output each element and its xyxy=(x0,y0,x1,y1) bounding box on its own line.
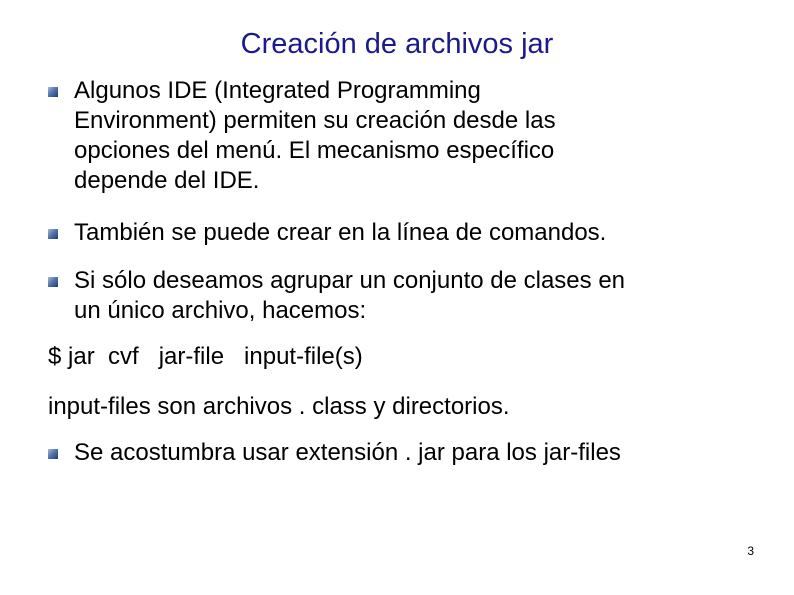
bullet-square-icon xyxy=(48,277,58,287)
page-number: 3 xyxy=(747,544,754,558)
bullet-text-line: Se acostumbra usar extensión . jar para los jar-files xyxy=(74,439,621,466)
bullet-text-line: Algunos IDE (Integrated Programming xyxy=(74,77,481,104)
bullet-square-icon xyxy=(48,87,58,97)
bullet-text-line: También se puede crear en la línea de comandos. xyxy=(74,219,607,246)
bullet-square-icon xyxy=(48,229,58,239)
bullet-text-line: opciones del menú. El mecanismo específico xyxy=(74,137,555,164)
bullet-text-line: Si sólo deseamos agrupar un conjunto de clases en xyxy=(74,267,626,294)
bullet-text-line: un único archivo, hacemos: xyxy=(74,297,367,324)
bullet-text-line: Environment) permiten su creación desde las xyxy=(74,107,556,134)
bullet-text-line: depende del IDE. xyxy=(74,167,260,194)
note-text: input-files son archivos . class y directorios. xyxy=(48,393,510,420)
slide-title: Creación de archivos jar xyxy=(240,28,554,60)
bullet-square-icon xyxy=(48,449,58,459)
command-line-text: $ jar cvf jar-file input-file(s) xyxy=(48,343,363,370)
